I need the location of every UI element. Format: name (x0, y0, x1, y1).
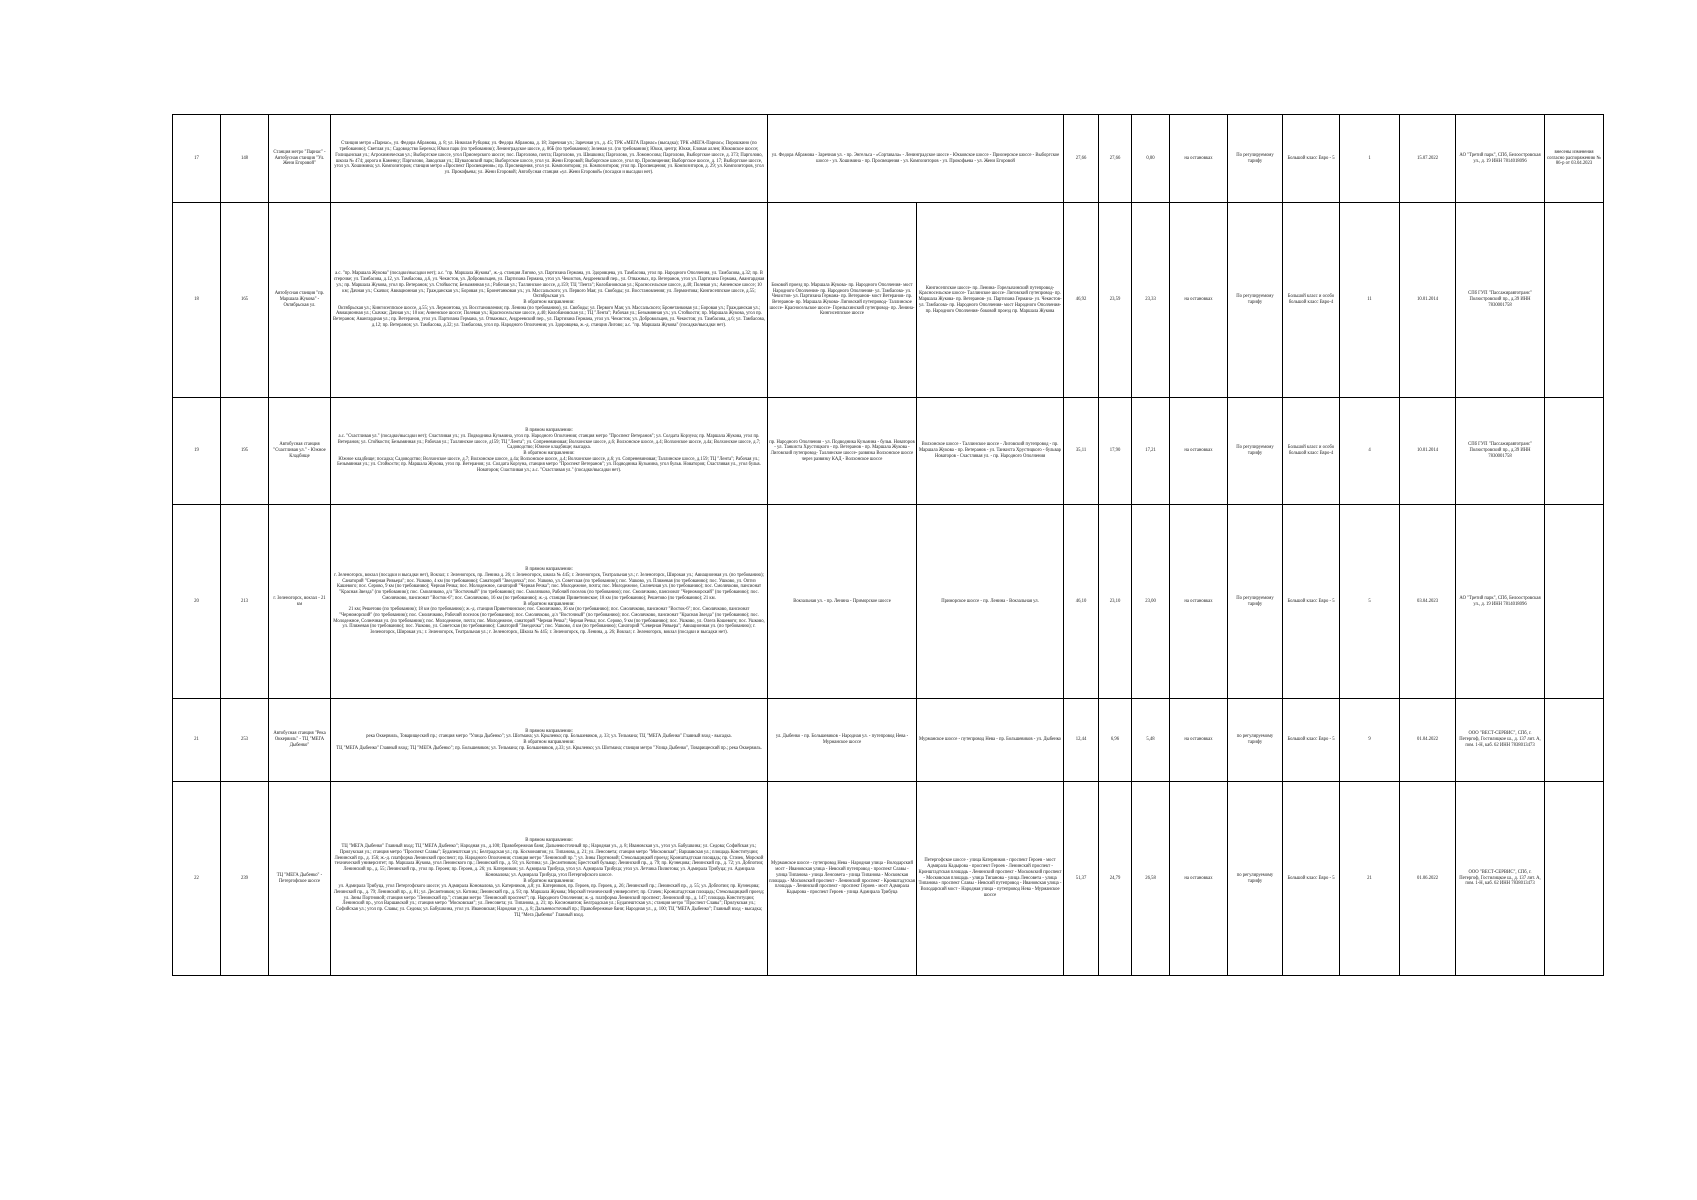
row-number-cell: 21 (173, 699, 221, 782)
start-date-cell: 03.04.2023 (1400, 505, 1456, 699)
vehicle-count-cell: 4 (1340, 398, 1400, 505)
vehicle-count-cell: 5 (1340, 505, 1400, 699)
note-cell (1545, 699, 1604, 782)
table-row (173, 699, 1604, 782)
vehicle-count-cell: 21 (1340, 782, 1400, 976)
forward-length-cell: 24,79 (1099, 782, 1132, 976)
route-name-cell: Автобусная станция "Счастливая ул." - Южное Кладбище (269, 398, 331, 505)
row-number-cell: 17 (173, 115, 221, 203)
carrier-cell: СПб ГУП "Пассажиравтотранс" Полюстровский пр., д.39 ИНН 7830001758 (1456, 203, 1545, 398)
row-number-cell: 19 (173, 398, 221, 505)
boarding-mode-cell: на остановках (1170, 203, 1228, 398)
forward-streets-cell: Боковой проезд пр. Маршала Жукова- пр. Народного Ополчения- мост Народного Ополчения- пр. Народного Ополчения- ул. Тамбасова- ул. Чекистов- ул. Партизана Германа- пр. Ветеранов- мост Ветеранов- пр. Ветеранов- пр. Маршала Жукова- Лиговский путепровод- Таллинское шоссе- Красносельское шоссе- Горелыхинский путепровод- пр. Ленина- Кингисеппское шоссе (768, 203, 917, 398)
start-date-cell: 10.01.2014 (1400, 398, 1456, 505)
note-cell (1545, 782, 1604, 976)
stops-list-cell: В прямом направлении: река Оккервиль, Товарищеский пр.; станция метро "Улица Дыбенко"; ул. Шотмана; ул. Крыленко; пр. Большевиков, д. 33; ул. Тельмана; ТЦ "МЕГА Дыбенко" Главный вход - высадка. В обратном направлении: ТЦ "МЕГА Дыбенко" Главный вход; ТЦ "МЕГА Дыбенко"; пр. Большевиков; ул. Тельмана; пр. Большевиков, д.33; ул. Крыленко; ул. Шотмана; станция метро "Улица Дыбенко", Товарищеский пр.; река Оккервиль. (331, 699, 768, 782)
forward-streets-cell: ул. Федора Абрамова - Заречная ул. - пр. Энгельса - «Сортавала» - Ленинградское шоссе - Юкковское шоссе - Приозерское шоссе - Выборгское шоссе - ул. Хошимина - пр. Просвещения - ул. Композиторов - ул. Прокофьева - ул. Жени Егоровой (768, 115, 1064, 203)
route-number-cell: 195 (221, 398, 269, 505)
backward-streets-cell: Петергофское шоссе - улица Катерников - проспект Героев - мост Адмирала Кадырова - проспект Героев - Ленинский проспект - Кронштадтская площадь - Ленинский проспект - Московский проспект - Московская площадь - улица Типанова - улица Ленсовета - улица Типанова - проспект Славы - Невский путепровод - Ивановская улица - Володарский мост - Народная улица - путепровод Нева - Мурманское шоссе (917, 782, 1064, 976)
route-length-cell: 51,37 (1064, 782, 1099, 976)
boarding-mode-cell: на остановках (1170, 505, 1228, 699)
start-date-cell: 01.04.2022 (1400, 699, 1456, 782)
route-length-cell: 46,10 (1064, 505, 1099, 699)
table-row (173, 505, 1604, 699)
tariff-cell: по регулируемому тарифу (1228, 699, 1283, 782)
vehicle-class-cell: Большой класс и особо большой класс Евро-4 (1283, 398, 1340, 505)
note-cell (1545, 505, 1604, 699)
forward-length-cell: 23,10 (1099, 505, 1132, 699)
forward-streets-cell: ул. Дыбенко - пр. Большевиков - Народная ул. - путепровод Нева - Мурманское шоссе (768, 699, 917, 782)
forward-streets-cell: Мурманское шоссе - путепровод Нева - Народная улица - Володарский мост - Ивановская улица - Невский путепровод - проспект Славы - улица Типанова - улица Ленсовета - улица Типанова - Московская площадь - Московский проспект - Ленинский проспект - Кронштадтская площадь - Ленинский проспект - проспект Героев - мост Адмирала Кадырова - проспект Героев - улица Адмирала Трибуца (768, 782, 917, 976)
tariff-cell: По регулируемому тарифу (1228, 203, 1283, 398)
vehicle-class-cell: Большой класс и особо большой класс Евро-4 (1283, 203, 1340, 398)
vehicle-class-cell: Большой класс Евро - 5 (1283, 505, 1340, 699)
tariff-cell: По регулируемому тарифу (1228, 505, 1283, 699)
boarding-mode-cell: на остановках (1170, 782, 1228, 976)
vehicle-count-cell: 9 (1340, 699, 1400, 782)
route-length-cell: 12,44 (1064, 699, 1099, 782)
table-row (173, 398, 1604, 505)
tariff-cell: По регулируемому тарифу (1228, 398, 1283, 505)
backward-length-cell: 26,58 (1132, 782, 1170, 976)
table-row (173, 782, 1604, 976)
backward-length-cell: 17,21 (1132, 398, 1170, 505)
start-date-cell: 01.06.2022 (1400, 782, 1456, 976)
boarding-mode-cell: на остановках (1170, 699, 1228, 782)
tariff-cell: По регулируемому тарифу (1228, 115, 1283, 203)
route-name-cell: г. Зеленогорск, вокзал - 21 км (269, 505, 331, 699)
note-cell (1545, 398, 1604, 505)
backward-streets-cell: Кингисеппское шоссе- пр. Ленина- Горелыхинский путепровод- Красносельское шоссе- Таллинское шоссе- Лиговский путепровод- пр. Маршала Жукова- пр. Ветеранов- ул. Партизана Германа- ул. Чекистов- ул. Тамбасова- пр. Народного Ополчения- мост Народного Ополчения- пр. Народного Ополчения- боковой проезд пр. Маршала Жукова (917, 203, 1064, 398)
vehicle-class-cell: Большой класс Евро - 5 (1283, 115, 1340, 203)
route-number-cell: 148 (221, 115, 269, 203)
row-number-cell: 20 (173, 505, 221, 699)
tariff-cell: по регулируемому тарифу (1228, 782, 1283, 976)
note-cell: внесены изменения согласно распоряжению № 86-р от 03.04.2023 (1545, 115, 1604, 203)
vehicle-class-cell: Большой класс Евро - 5 (1283, 782, 1340, 976)
carrier-cell: АО "Третий парк", СПб, Белоостровская ул., д. 19 ИНН 7814018096 (1456, 505, 1545, 699)
backward-streets-cell: Волхонское шоссе - Таллинское шоссе - Лиговский путепровод - пр. Маршала Жукова - пр. Ветеранов - ул. Танкиста Хрустицкого - бульвар Новаторов - Счастливая ул. - пр. Народного Ополчения (917, 398, 1064, 505)
forward-length-cell: 27,66 (1099, 115, 1132, 203)
boarding-mode-cell: на остановках (1170, 115, 1228, 203)
note-cell (1545, 203, 1604, 398)
route-number-cell: 239 (221, 782, 269, 976)
route-number-cell: 165 (221, 203, 269, 398)
stops-list-cell: Станция метро «Парнас», ул. Федора Абрамова, д. 8; ул. Николая Рубцова; ул. Федора Абрамова, д. 18; Заречная ул.; Заречная ул., д. 45; ТРК «МЕГА Парнас» (высадка); ТРК «МЕГА-Парнас»; Порошкино (по требованию); Светлая ул.; Садоводство Березка; Юкки парк (по требованию); Ленинградское шоссе, д. 86Б (по требованию); Зеленая ул. (по требованию); Юкки, центр; Юкки, Еловая аллея; Юкковское шоссе; Голицынская ул.; Агрохимическая ул.; Выборгское шоссе, угол Приозерского шоссе; пос. Парголово, почта; Парголово, ул. Шишкина; Парголово, ул. Ломоносова; Парголово, Выборгское шоссе, д. 373; Парголово, школа № 474; дорога в Каменку; Парголово, Заводская ул.; Шуваловский парк; Выборгское шоссе, угол ул. Жени Егоровой; Выборгское шоссе, угол пр. Просвещения; Выборгское шоссе, д. 17; Выборгское шоссе, угол ул. Хошимина; ул. Композиторов; станция метро «Проспект Просвещения»; пр. Просвещения, угол ул. Композиторов; ул. Композиторов; угол пр. Просвещения; ул. Композиторов, д. 29; ул. Композиторов, угол ул. Прокофьева; ул. Жени Егоровой; Автобусная станция «ул. Жени Егоровой» (посадки и высадки нет). (331, 115, 768, 203)
stops-list-cell: а.с. "пр. Маршала Жукова" (посадки/высадки нет); а.с. "пр. Маршала Жукова", ж.-д. станция Лигово, ул. Партизана Германа, ул. Здоровцева, ул. Тамбасова, угол пр. Народного Ополчения, ул. Тамбасова, д.32; пр. В стерочке; ул. Тамбасова, д.12, ул. Тамбасова, д.6, ул. Чекистов, ул. Добровольцев, ул. Партизана Германа, угол ул. Чекистов, Андреевский пер., ул. Отважных, пр. Ветеранов, угол ул. Партизана Германа, Авангардная ул.; пр. Маршала Жукова, угол пр. Ветеранов; ул. Стойкости; Безымянная ул.; Рабочая ул.; Таллинское шоссе, д.159; ТЦ "Лента"; Колобановская ул.; Красносельское шоссе, д.40; Полевая ул.; Анненское шоссе; 10 км; Дачная ул.; Скачки; Авиационная ул.; Гражданская ул.; Боровая ул.; Бронетанковая ул.; ул. Массальского; ул. Первого Мая; ул. Свободы; ул. Восстановления; ул. Лермонтова; Кингисеппское шоссе, д.55; Октябрьская ул. В обратном направлении: Октябрьская ул.; Кингисеппское шоссе, д.55; ул. Лермонтова, ул. Восстановления; пр. Ленина (по требованию), ул. Свободы; ул. Первого Мая; ул. Массальского; Бронетанковая ул.; Боровая ул.; Гражданская ул.; Авиационная ул.; Скачки; Дачная ул.; 10 км; Анненское шоссе; Полевая ул.; Красносельское шоссе, д.40; Колобановская ул.; ТЦ "Лента"; Рабочая ул.; Безымянная ул.; ул. Стойкости; пр. Маршала Жукова, угол пр. Ветеранов; Авангардная ул.; пр. Ветеранов, угол ул. Партизана Германа, ул. Отважных, Андреевский пер., ул. Партизана Германа, угол ул. Чекистов; ул. Добровольцев, ул. Чекистов; ул. Тамбасова, д.6; ул. Тамбасова, д.12; пр. Ветеранов; ул. Тамбасова, д.32; ул. Тамбасова, угол пр. Народного Ополчения; ул. Здоровцева, ж.-д. станция Лигово; а.с. "пр. Маршала Жукова" (посадки/высадки нет). (331, 203, 768, 398)
route-name-cell: Автобусная станция "пр. Маршала Жукова" - Октябрьская ул. (269, 203, 331, 398)
backward-length-cell: 5,48 (1132, 699, 1170, 782)
row-number-cell: 22 (173, 782, 221, 976)
forward-length-cell: 17,90 (1099, 398, 1132, 505)
start-date-cell: 10.01.2014 (1400, 203, 1456, 398)
start-date-cell: 15.07.2022 (1400, 115, 1456, 203)
table-row (173, 203, 1604, 398)
route-length-cell: 27,66 (1064, 115, 1099, 203)
route-number-cell: 253 (221, 699, 269, 782)
vehicle-class-cell: Большой класс Евро - 5 (1283, 699, 1340, 782)
forward-length-cell: 6,96 (1099, 699, 1132, 782)
route-registry-table (172, 114, 1604, 976)
vehicle-count-cell: 1 (1340, 115, 1400, 203)
stops-list-cell: В прямом направлении: а.с. "Счастливая ул." (посадки/высадки нет); Счастливая ул.; ул. Подводника Кузьмина, угол пр. Народного Ополчения; станция метро "Проспект Ветеранов"; ул. Солдата Корзуна; пр. Маршала Жукова, угол пр. Ветеранов; ул. Стойкости; Безымянная ул.; Рабочая ул.; Таллинское шоссе, д159; ТЦ "Лента"; ул. Сопреневиновая; Волхонское шоссе, д.6; Волхонское шоссе, д.4; Волхонское шоссе, д.4а; Волхонское шоссе, д.7; Садоводство; Южное кладбище; высадка. В обратном направлении: Южное кладбище; посадка; Садоводство; Волхонское шоссе, д.7; Волхонское шоссе, д.4а; Волхонское шоссе, д.4; Волхонское шоссе, д.6; ул. Сопреневиновая; Таллинское шоссе, д.159; ТЦ "Лента"; Рабочая ул.; Безымянная ул.; ул. Стойкости; пр. Маршала Жукова, угол пр. Ветеранов; ул. Солдата Корзуна, станция метро "Проспект Ветеранов"; ул. Подводника Кузьмина, угол бульв. Новаторов; Счастливая ул., угол бульв. Новаторов; Счастливая ул.; а.с. "Счастливая ул." (посадки/высадки нет). (331, 398, 768, 505)
carrier-cell: СПб ГУП "Пассажиравтотранс" Полюстровский пр., д.39 ИНН 7830001758 (1456, 398, 1545, 505)
forward-streets-cell: пр. Народного Ополчения - ул. Подводника Кузьмина - бульв. Новаторов - ул. Танкиста Хрустицкого - пр. Ветеранов - пр. Маршала Жукова - Лиговский путепровод- Таллинское шоссе- развязка Волхонское шоссе через развязку КАД - Волхонское шоссе (768, 398, 917, 505)
forward-length-cell: 23,59 (1099, 203, 1132, 398)
stops-list-cell: В прямом направлении: ТЦ "МЕГА Дыбенко" Главный вход; ТЦ "МЕГА Дыбенко"; Народная ул., д.100; Правобережная баня; Дальневосточный пр.; Народная ул., д. 8; Ивановская ул., угол ул. Бабушкина; ул. Седова; Софийская ул.; Прилукская ул.; станция метро "Проспект Славы"; Будапештская ул.; Белградская ул.; пр. Космонавтов; ул. Типанова, д. 21; ул. Ленсовета; станция метро "Московская"; Варшавская ул.; площадь Конституции; Ленинский пр., д. 156; ж.-д. платформа Ленинский проспект; пр. Народного Ополчения; станция метро "Ленинский пр."; ул. Зины Портновой; Стекольщицкий проезд; Кронштадтская площадь; пр. Стачек, Морской технический университет; пр. Маршала Жукова, угол Ленинского пр.; Ленинский пр., д. 93; ул. Котина; ул. Десантников; Брестский бульвар; Ленинский пр., д. 79; пр. Кузнецова; Ленинский пр., д. 72; ул. Добпотии; Ленинский пр., д. 55; Ленинский пр., угол пр. Героев; пр. Героев, д. 26; ул. Катерников; ул. Адмирала Трибуца, угол ул. Адмирала Трибуца; угол ул. Летчика Пилютова; ул. Адмирала Трибуца; ул. Адмирала Коновалова; ул. Адмирала Трибуца, угол Петергофского шоссе. В обратном направлении: ул. Адмирала Трибуца, угол Петергофского шоссе; ул. Адмирала Коновалова, ул. Катерников, д.8; ул. Катерников, пр. Героев, пр. Героев, д. 26; Ленинский пр.; Ленинский пр., д. 55; ул. Добпотии; пр. Кузнецова; Ленинский пр., д. 79; Ленинский пр., д. 81; ул. Десантников; ул. Котина; Ленинский пр., д. 93; пр. Маршала Жукова; Морской технический университет; пр. Стачек; Кронштадтская площадь; Стекольщицкий проезд; ул. Зины Портновой; станция метро "Ленинский пр."; станция метро "Ленинский проспект"; пр. Народного Ополчения; ж.-д. платформа Ленинский проспект; Ленинский пр., д. 147; площадь Конституции; Ленинский пр., угол Варшавской ул.; станция метро "Московская"; ул. Ленсовета; ул. Типанова, д. 21; пр. Космонавтов; Белградская ул.; Будапештская ул.; станция метро "Проспект Славы"; Прилукская ул.; Софийская ул.; угол пр. Славы; ул. Седова; ул. Бабушкина, угол ул. Ивановская; Народная ул., д. 8; Дальневосточный пр.; Правобережные бани; Народная ул., д. 100; ТЦ "МЕГА Дыбенко"; Главный вход - высадка; ТЦ "Мега Дыбенко" Главный вход. (331, 782, 768, 976)
route-name-cell: Автобусная станция "Река Оккервиль" - ТЦ "МЕГА Дыбенко" (269, 699, 331, 782)
route-number-cell: 213 (221, 505, 269, 699)
route-name-cell: Станция метро "Парнас" - Автобусная станция "Ул. Жени Егоровой" (269, 115, 331, 203)
backward-streets-cell: Приморское шоссе - пр. Ленина - Вокзальная ул. (917, 505, 1064, 699)
forward-streets-cell: Вокзальная ул. - пр. Ленина - Приморское шоссе (768, 505, 917, 699)
row-number-cell: 18 (173, 203, 221, 398)
stops-list-cell: В прямом направлении: г. Зеленогорск, вокзал (посадки и высадки нет), Вокзал; г. Зеленогорск, пр. Ленина д. 26; г. Зеленогорск, школа № 445; г. Зеленогорск, Театральная ул.; г. Зеленогорск, Широкая ул.; Авиационная ул. (по требованию); Санаторий "Северная Ривьера"; пос. Ушково, 4 км (по требованию); Санаторий "Звездочка"; пос. Ушково, ул. Советская (по требованию); пос. Ушково, ул. Пляжевая (по требованию); пос. Ушково, ул. Оптиз Кашевого; пос. Серово, 9 км (по требованию); Черная Речка; пос. Молодежное, санаторий "Черная Речка"; пос. Молодежное, почта; пос. Молодежное, Солнечная ул. (по требованию); пос. Смолячково, пансионат "Красная Звезда" (по требованию); пос. Смолячково, д/л "Восточный" (по требованию); пос. Смолячково, Рабочий поселок (по требованию); пос. Смолячково, пансионат "Черноморский" (по требованию); пос. Смолячково, пансионат "Восток-6"; пос. Смолячково, 16 км (по требованию); ж.-д. станция Приветнинское; 18 км (по требованию); Решетово (по требованию); 21 км. В обратном направлении: 21 км; Решетово (по требованию); 18 км (по требованию); ж.-д. станция Приветнинское; пос. Смолячково, 16 км (по требованию); пос. Смолячково, пансионат "Восток-6"; пос. Смолячково, пансионат "Черноморский" (по требованию); пос. Смолячково, Рабочий поселок (по требованию); пос. Смолячково, д/л "Восточный" (по требованию); пос. Смолячково, пансионат "Красная Звезда" (по требованию); пос. Молодежное, Солнечная ул. (по требованию); пос. Молодежное, почта; пос. Молодежное, санаторий "Черная Речка"; Черная Речка; пос. Серово, 9 км (по требованию); пос. Ушково, ул. Олега Кошевого; пос. Ушково, ул. Пляжевая (по требованию); пос. Ушково, ул. Советская (по требованию); Санаторий "Звездочка"; пос. Ушково, 4 км (по требованию); Санаторий "Северная Ривьера"; Авиационная ул. (по требованию); г. Зеленогорск, Широкая ул.; г. Зеленогорск, Театральная ул.; г. Зеленогорск, Школа № 445; г. Зеленогорск, пр. Ленина, д. 26; Вокзал; г. Зеленогорск, вокзал (посадки и высадки нет). (331, 505, 768, 699)
carrier-cell: ООО "ВЕСТ-СЕРВИС", СПб, г. Петергоф, Гостилицкое ш., д. 137 лит. А, пом. 1-Н, каб. 62 ИНН 7838013473 (1456, 699, 1545, 782)
route-length-cell: 46,92 (1064, 203, 1099, 398)
carrier-cell: ООО "ВЕСТ-СЕРВИС", СПб, г. Петергоф, Гостилицкое ш., д. 137 лит. А, пом. 1-Н, каб. 62 ИНН 7838013473 (1456, 782, 1545, 976)
backward-length-cell: 23,00 (1132, 505, 1170, 699)
backward-streets-cell: Мурманское шоссе - путепровод Нева - пр. Большевиков - ул. Дыбенко (917, 699, 1064, 782)
table-row (173, 115, 1604, 203)
backward-length-cell: 23,33 (1132, 203, 1170, 398)
route-length-cell: 35,11 (1064, 398, 1099, 505)
vehicle-count-cell: 11 (1340, 203, 1400, 398)
backward-length-cell: 0,00 (1132, 115, 1170, 203)
carrier-cell: АО "Третий парк", СПб, Белоостровская ул., д. 19 ИНН 7814018096 (1456, 115, 1545, 203)
route-name-cell: ТЦ "МЕГА Дыбенко" - Петергофское шоссе (269, 782, 331, 976)
boarding-mode-cell: на остановках (1170, 398, 1228, 505)
